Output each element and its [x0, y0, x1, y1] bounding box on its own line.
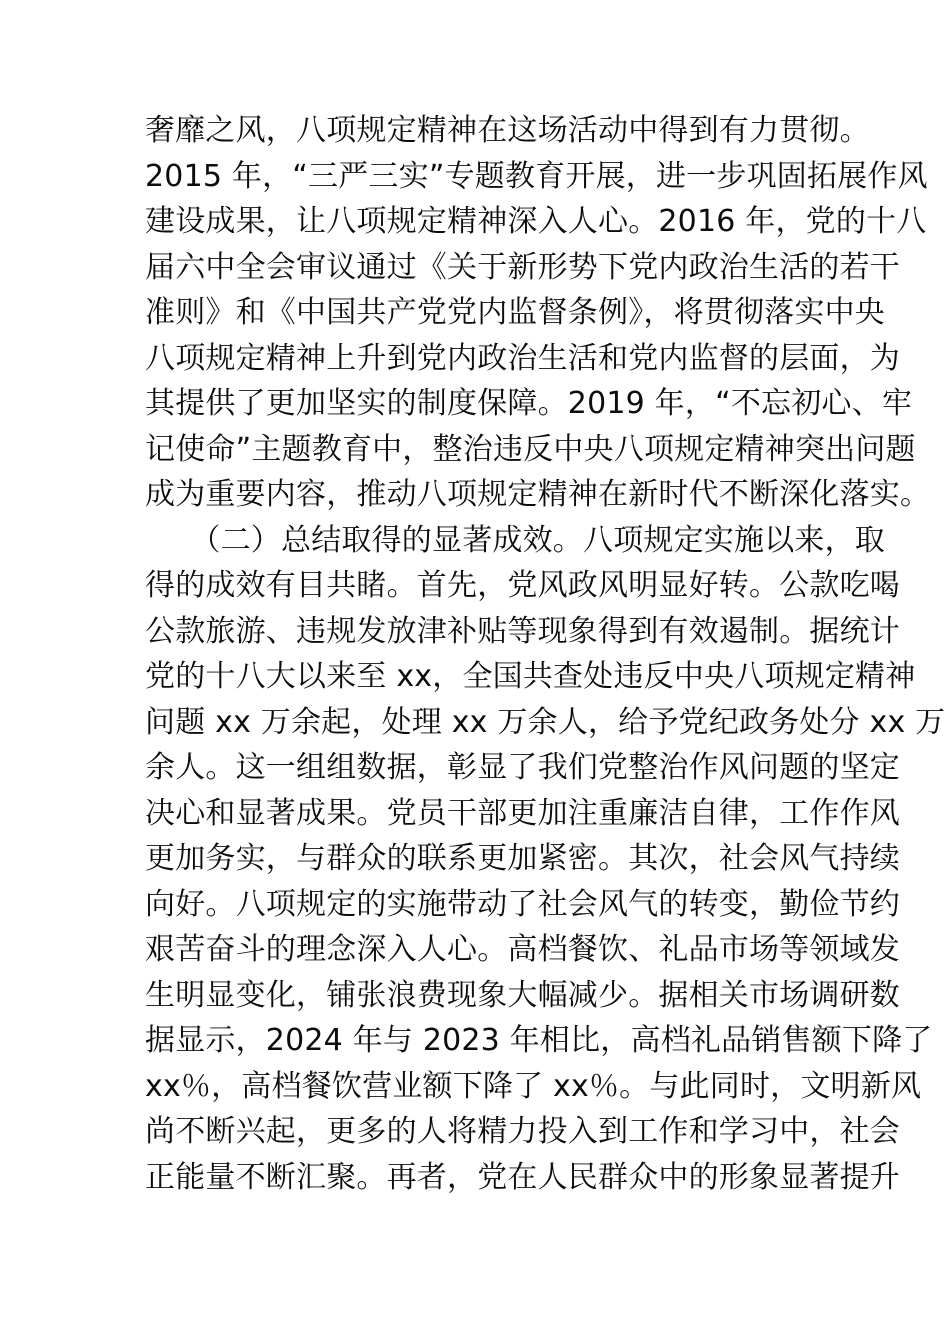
text-line: 公款旅游、违规发放津补贴等现象得到有效遏制。据统计 — [145, 613, 900, 649]
text-line: 正能量不断汇聚。再者，党在人民群众中的形象显著提升 — [145, 1159, 900, 1195]
text-line: 得的成效有目共睹。首先，党风政风明显好转。公款吃喝 — [145, 568, 900, 603]
text-line: 其提供了更加坚实的制度保障。2019 年，“不忘初心、牢 — [145, 386, 913, 421]
text-line: 建设成果，让八项规定精神深入人心。2016 年，党的十八 — [145, 204, 927, 239]
text-line: 更加务实，与群众的联系更加紧密。其次，社会风气持续 — [145, 841, 900, 876]
text-line: 八项规定精神上升到党内政治生活和党内监督的层面，为 — [145, 340, 900, 376]
text-line: 党的十八大以来至 xx，全国共查处违反中央八项规定精神 — [145, 659, 916, 694]
text-line: 据显示，2024 年与 2023 年相比，高档礼品销售额下降了 — [145, 1023, 933, 1058]
text-line: 奢靡之风，八项规定精神在这场活动中得到有力贯彻。 — [145, 113, 870, 148]
text-line: 生明显变化，铺张浪费现象大幅减少。据相关市场调研数 — [145, 977, 900, 1013]
text-line: 问题 xx 万余起，处理 xx 万余人，给予党纪政务处分 xx 万 — [145, 704, 946, 740]
text-line: 向好。八项规定的实施带动了社会风气的转变，勤俭节约 — [145, 886, 900, 922]
text-line: 余人。这一组组数据，彰显了我们党整治作风问题的坚定 — [145, 750, 900, 785]
text-line: 届六中全会审议通过《关于新形势下党内政治生活的若干 — [145, 249, 900, 285]
text-line: 2015 年，“三严三实”专题教育开展，进一步巩固拓展作风 — [145, 158, 928, 194]
text-line: 艰苦奋斗的理念深入人心。高档餐饮、礼品市场等领域发 — [145, 932, 900, 967]
text-line: 决心和显著成果。党员干部更加注重廉洁自律，工作作风 — [145, 795, 900, 831]
text-line: （二）总结取得的显著成效。八项规定实施以来，取 — [145, 522, 885, 558]
text-line: 成为重要内容，推动八项规定精神在新时代不断深化落实。 — [145, 477, 931, 512]
text-line: 记使命”主题教育中，整治违反中央八项规定精神突出问题 — [145, 431, 916, 467]
text-line: 准则》和《中国共产党党内监督条例》，将贯彻落实中央 — [145, 295, 885, 330]
text-line: 尚不断兴起，更多的人将精力投入到工作和学习中，社会 — [145, 1114, 900, 1149]
text-line: xx％，高档餐饮营业额下降了 xx％。与此同时，文明新风 — [145, 1068, 922, 1104]
body-text-column — [145, 108, 946, 1200]
